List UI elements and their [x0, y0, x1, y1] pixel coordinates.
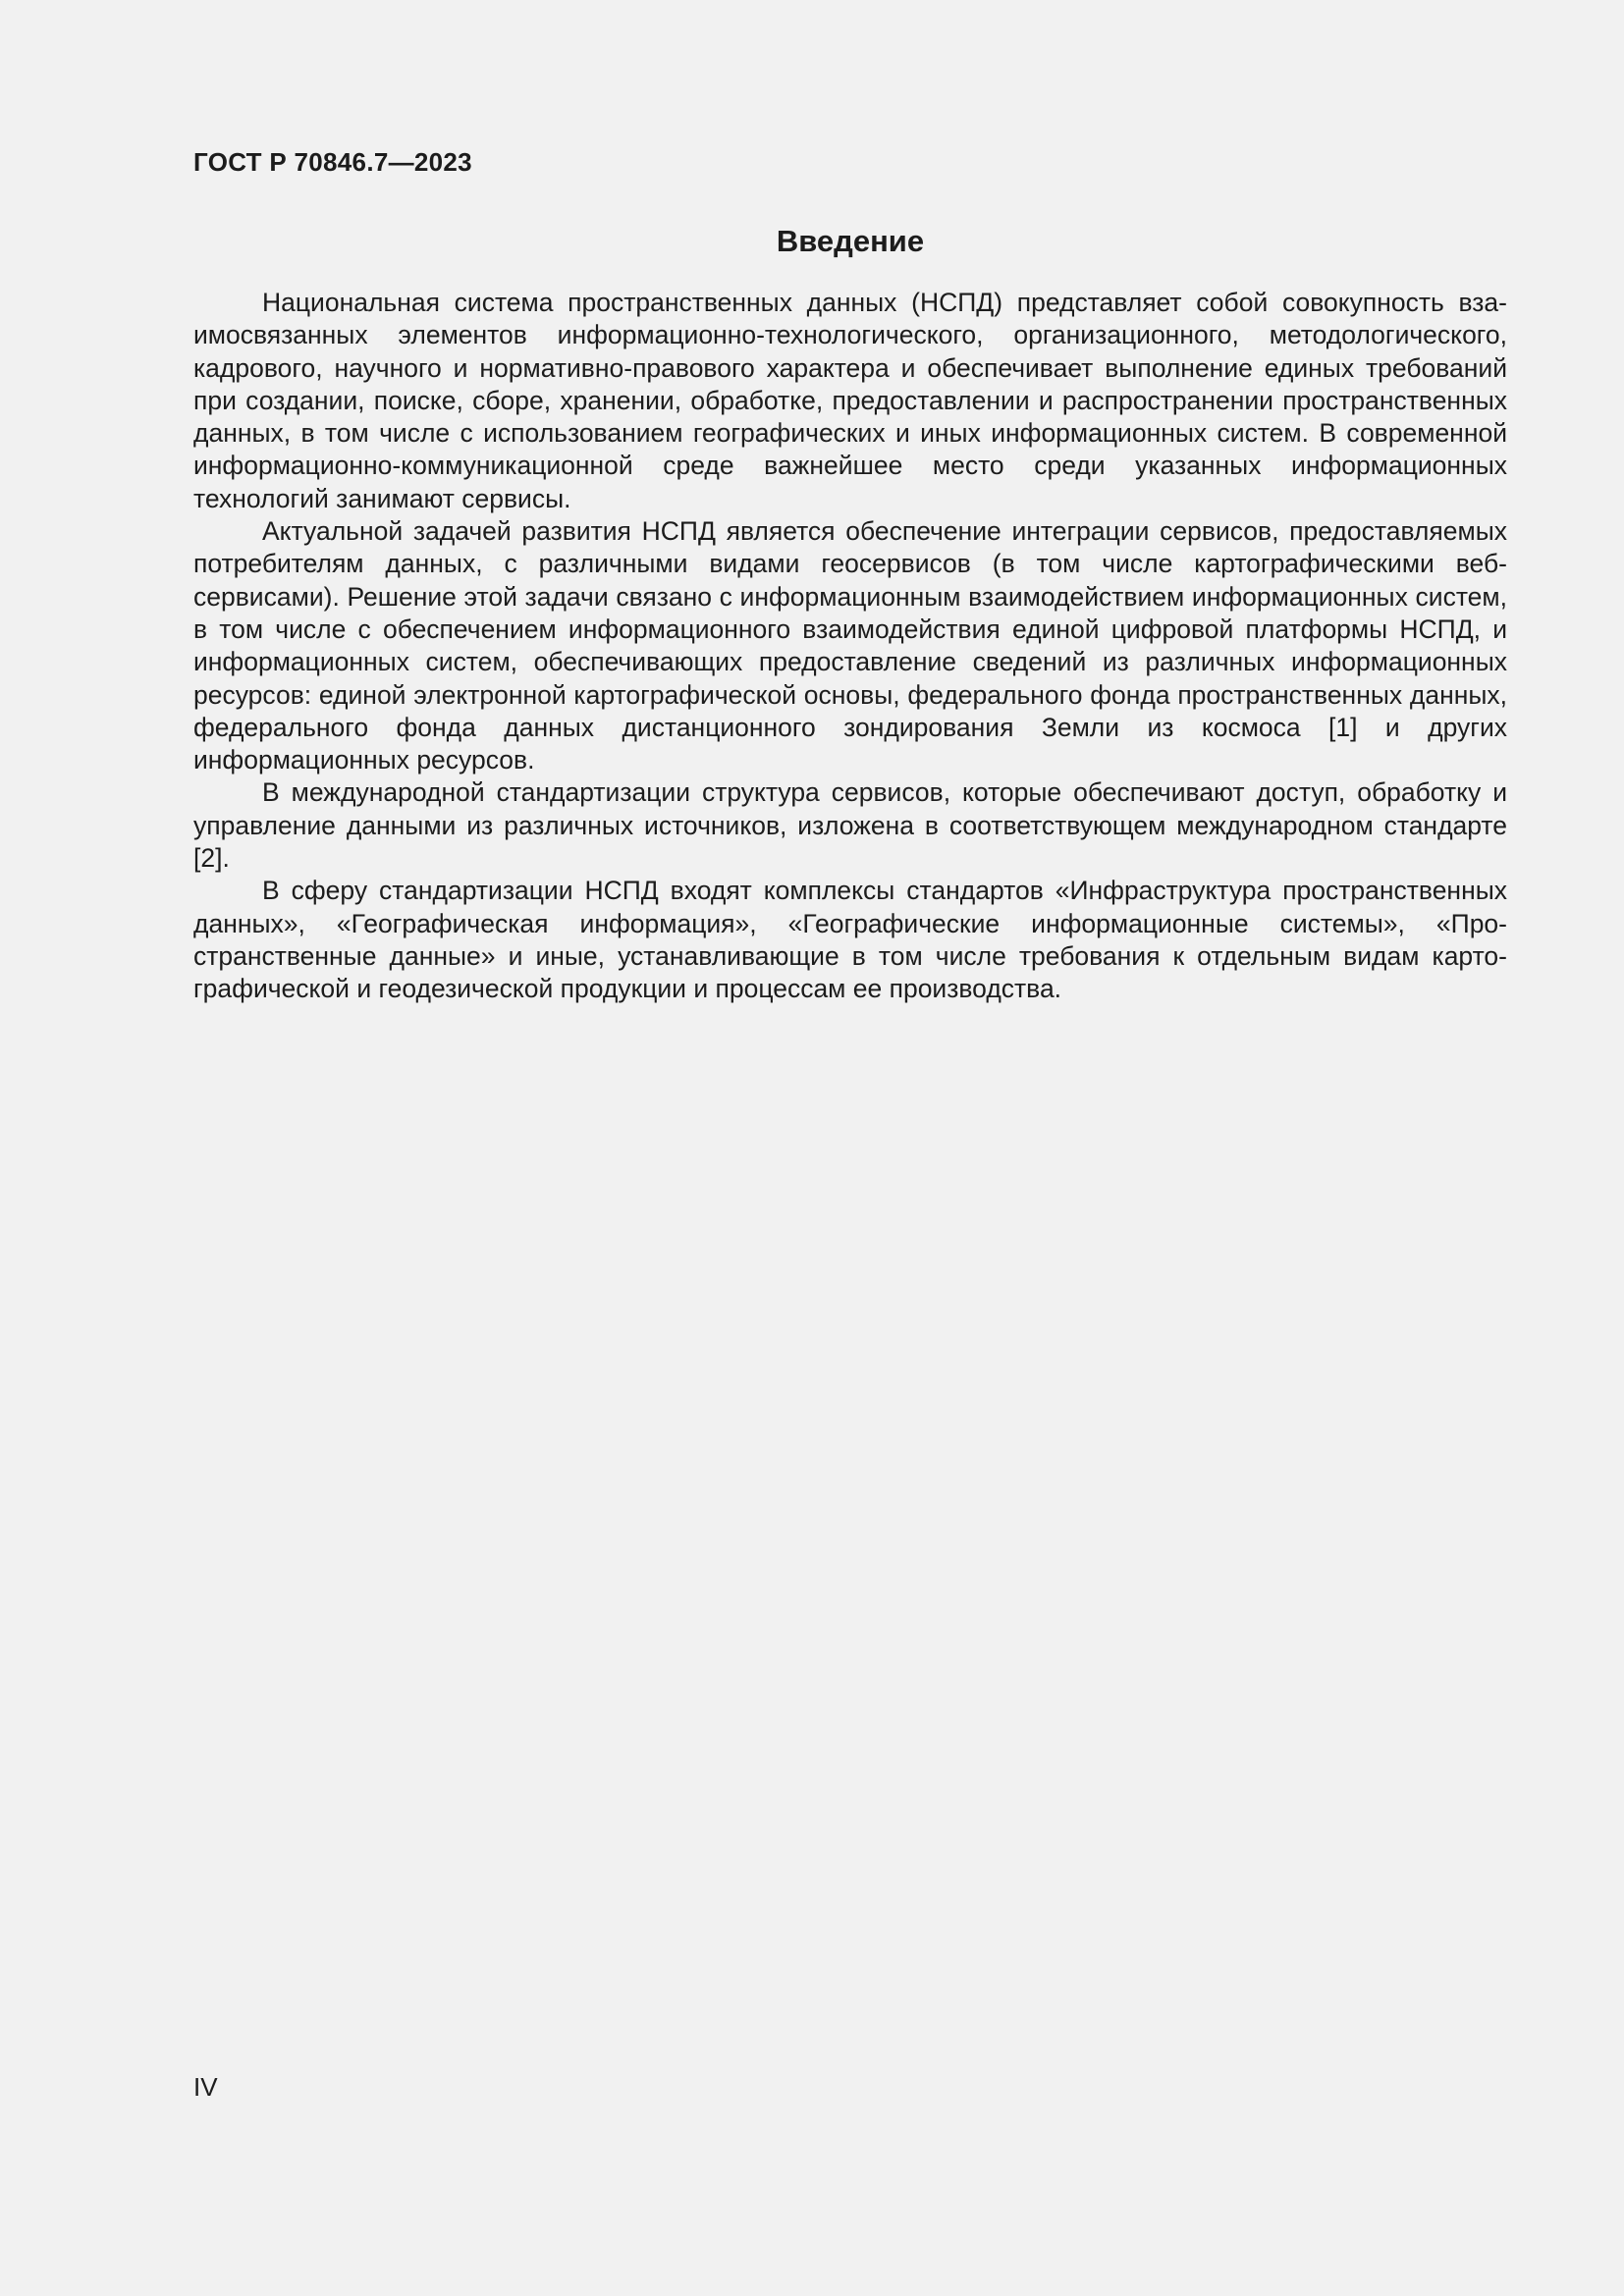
paragraph: Национальная система пространственных данных (НСПД) представляет собой совокупность взаимосвязанных элементов информационно-технологического, организационного, методологического, кадрового, научного и нормативно-правового характера и обеспечивает выполнение единых требований при создании, поиске, сборе, хранении, обработке, предоставлении и распространении пространственных данных, в том числе с использованием географических и иных информационных систем. В современной информационно-коммуникационной среде важнейшее место среди указанных информационных технологий занимают сервисы.	[193, 288, 1507, 513]
body-text	[193, 287, 1507, 1006]
paragraph: Актуальной задачей развития НСПД является обеспечение интеграции сервисов, предоставляемых потребителям данных, с различными видами геосервисов (в том числе картографическими веб-сервисами). Решение этой задачи связано с информационным взаимодействием информационных систем, в том числе с обеспечением информационного взаимодействия единой цифровой платформы НСПД, и информационных систем, обеспечивающих предоставление сведений из различных информационных ресурсов: единой электронной картографической основы, федерального фонда пространственных данных, федерального фонда данных дистанционного зондирования Земли из космоса [1] и других информационных ресурсов.	[193, 516, 1507, 775]
paragraph: В международной стандартизации структура сервисов, которые обеспечивают доступ, обработку и управление данными из различных источников, изложена в соответствующем международном стандарте [2].	[193, 777, 1507, 874]
section-title: Введение	[776, 224, 925, 258]
paragraph: В сферу стандартизации НСПД входят комплексы стандартов «Инфраструктура пространственных данных», «Географическая информация», «Географические информационные системы», «Пространственные данные» и иные, устанавливающие в том числе требования к отдельным видам картографической и геодезической продукции и процессам ее производства.	[193, 876, 1507, 1004]
page-number: IV	[193, 2072, 218, 2102]
document-standard-id: ГОСТ Р 70846.7—2023	[193, 147, 472, 177]
